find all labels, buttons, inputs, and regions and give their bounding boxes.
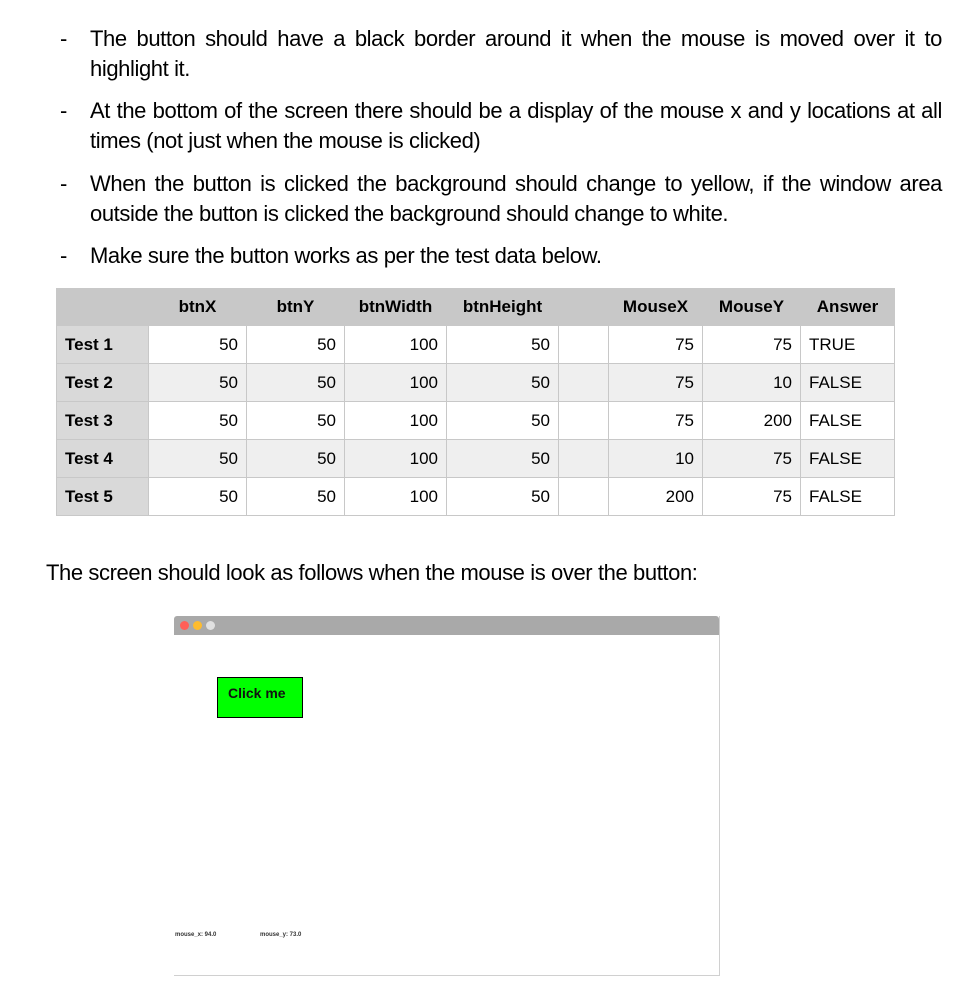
cell-btnheight: 50 bbox=[447, 364, 559, 402]
cell-mousex: 75 bbox=[609, 364, 703, 402]
cell-btnheight: 50 bbox=[447, 478, 559, 516]
header-cell: btnWidth bbox=[345, 289, 447, 326]
header-cell: btnHeight bbox=[447, 289, 559, 326]
minimize-window-icon[interactable] bbox=[193, 621, 202, 630]
cell-mousey: 200 bbox=[703, 402, 801, 440]
cell-answer: FALSE bbox=[801, 402, 895, 440]
cell-btnx: 50 bbox=[149, 364, 247, 402]
cell-answer: FALSE bbox=[801, 364, 895, 402]
bullet-dash: - bbox=[60, 243, 67, 268]
bullet-dash: - bbox=[60, 98, 67, 123]
cell-mousex: 75 bbox=[609, 402, 703, 440]
header-cell bbox=[57, 289, 149, 326]
row-label: Test 3 bbox=[57, 402, 149, 440]
cell-btnwidth: 100 bbox=[345, 326, 447, 364]
cell-answer: FALSE bbox=[801, 440, 895, 478]
cell-btnwidth: 100 bbox=[345, 402, 447, 440]
cell-btnx: 50 bbox=[149, 326, 247, 364]
header-cell: btnX bbox=[149, 289, 247, 326]
cell-btnwidth: 100 bbox=[345, 478, 447, 516]
cell-mousey: 75 bbox=[703, 326, 801, 364]
cell-empty bbox=[559, 364, 609, 402]
mouse-y-readout: mouse_y: 73.0 bbox=[260, 932, 302, 938]
table-row bbox=[57, 440, 895, 478]
cell-empty bbox=[559, 478, 609, 516]
bullet-text: When the button is clicked the background should change to yellow, if the window area outside the button is clicked the background should change to white. bbox=[90, 171, 942, 226]
close-window-icon[interactable] bbox=[180, 621, 189, 630]
cell-mousey: 75 bbox=[703, 440, 801, 478]
bullet-text: Make sure the button works as per the test data below. bbox=[90, 243, 602, 268]
cell-answer: TRUE bbox=[801, 326, 895, 364]
cell-btnheight: 50 bbox=[447, 440, 559, 478]
cell-btny: 50 bbox=[247, 402, 345, 440]
row-label: Test 2 bbox=[57, 364, 149, 402]
cell-mousex: 10 bbox=[609, 440, 703, 478]
row-label: Test 5 bbox=[57, 478, 149, 516]
cell-btnheight: 50 bbox=[447, 326, 559, 364]
cell-btnwidth: 100 bbox=[345, 364, 447, 402]
app-window-screenshot bbox=[174, 616, 720, 976]
cell-btny: 50 bbox=[247, 440, 345, 478]
cell-btny: 50 bbox=[247, 478, 345, 516]
bullet-dash: - bbox=[60, 26, 67, 51]
cell-answer: FALSE bbox=[801, 478, 895, 516]
header-cell: Answer bbox=[801, 289, 895, 326]
cell-btnx: 50 bbox=[149, 478, 247, 516]
cell-btnx: 50 bbox=[149, 402, 247, 440]
header-cell bbox=[559, 289, 609, 326]
bullet-text: The button should have a black border around it when the mouse is moved over it to highlight it. bbox=[90, 26, 942, 81]
cell-btnwidth: 100 bbox=[345, 440, 447, 478]
bullet-text: At the bottom of the screen there should be a display of the mouse x and y locations at all times (not just when the mouse is clicked) bbox=[90, 98, 942, 153]
test-data-table bbox=[56, 288, 895, 516]
header-cell: MouseY bbox=[703, 289, 801, 326]
table-row bbox=[57, 402, 895, 440]
screen-caption: The screen should look as follows when the mouse is over the button: bbox=[46, 560, 698, 585]
cell-btny: 50 bbox=[247, 364, 345, 402]
cell-mousex: 200 bbox=[609, 478, 703, 516]
cell-mousey: 10 bbox=[703, 364, 801, 402]
header-cell: MouseX bbox=[609, 289, 703, 326]
cell-btnx: 50 bbox=[149, 440, 247, 478]
header-cell: btnY bbox=[247, 289, 345, 326]
row-label: Test 1 bbox=[57, 326, 149, 364]
click-me-button[interactable]: Click me bbox=[217, 677, 303, 718]
cell-mousex: 75 bbox=[609, 326, 703, 364]
cell-empty bbox=[559, 326, 609, 364]
window-titlebar bbox=[174, 616, 719, 635]
cell-mousey: 75 bbox=[703, 478, 801, 516]
cell-btnheight: 50 bbox=[447, 402, 559, 440]
mouse-x-readout: mouse_x: 94.0 bbox=[175, 932, 217, 938]
cell-btny: 50 bbox=[247, 326, 345, 364]
cell-empty bbox=[559, 440, 609, 478]
maximize-window-icon[interactable] bbox=[206, 621, 215, 630]
row-label: Test 4 bbox=[57, 440, 149, 478]
bullet-dash: - bbox=[60, 171, 67, 196]
table-row bbox=[57, 364, 895, 402]
table-header-row bbox=[57, 289, 895, 326]
cell-empty bbox=[559, 402, 609, 440]
table-row bbox=[57, 326, 895, 364]
table-row bbox=[57, 478, 895, 516]
